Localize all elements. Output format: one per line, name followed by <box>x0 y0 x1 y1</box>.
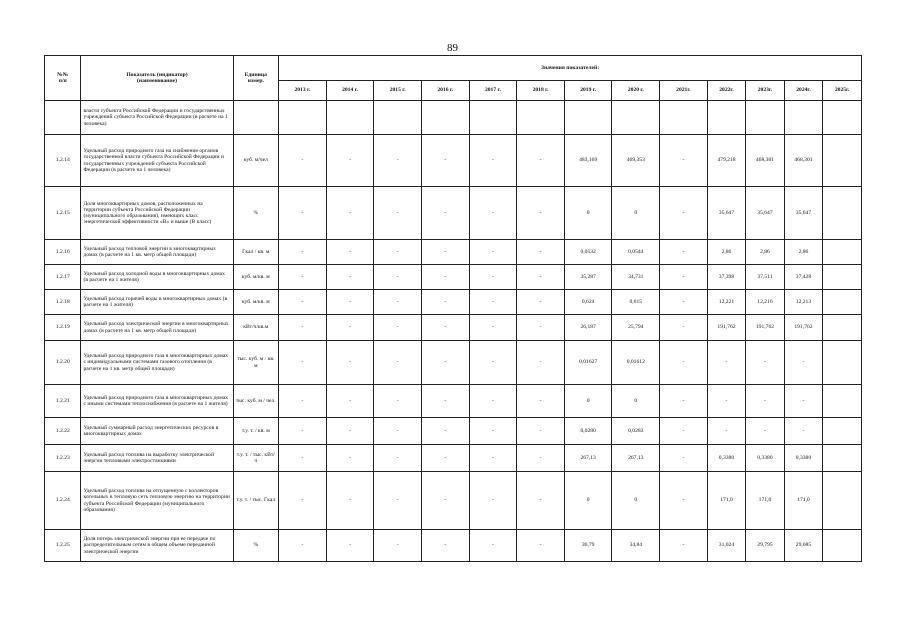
row-number <box>45 101 81 135</box>
value-cell: 34,731 <box>612 265 660 290</box>
value-cell: 0,0544 <box>612 240 660 265</box>
value-cell: - <box>279 530 327 562</box>
value-cell: - <box>660 341 708 385</box>
value-cell: - <box>326 418 374 445</box>
value-cell: - <box>326 385 374 418</box>
row-number: 1.2.15 <box>45 187 81 240</box>
value-cell: - <box>784 418 823 445</box>
table-row <box>45 265 862 290</box>
value-cell <box>823 315 862 341</box>
value-cell: 0,0532 <box>564 240 612 265</box>
value-cell <box>823 385 862 418</box>
value-cell <box>823 472 862 530</box>
value-cell: - <box>660 187 708 240</box>
value-cell: - <box>279 385 327 418</box>
header-year: 2022г. <box>707 81 746 101</box>
value-cell: 35,647 <box>746 187 785 240</box>
value-cell: - <box>374 445 422 472</box>
value-cell <box>784 101 823 135</box>
row-number: 1.2.17 <box>45 265 81 290</box>
value-cell: - <box>279 315 327 341</box>
row-number: 1.2.14 <box>45 135 81 187</box>
value-cell: - <box>326 445 374 472</box>
value-cell: - <box>421 445 469 472</box>
value-cell: 267,13 <box>564 445 612 472</box>
value-cell: - <box>279 472 327 530</box>
value-cell: - <box>517 418 565 445</box>
value-cell: - <box>421 290 469 315</box>
row-number: 1.2.21 <box>45 385 81 418</box>
value-cell: - <box>660 385 708 418</box>
indicator-name: Доля потерь электрической энергии при ее передаче по распределительным сетям в общем объеме переданной электрической энергии <box>81 530 233 562</box>
value-cell: - <box>660 530 708 562</box>
value-cell: - <box>326 315 374 341</box>
indicator-name: Удельный расход природного газа в многоквартирных домах с иными системами теплоснабжения (в расчете на 1 жителя) <box>81 385 233 418</box>
value-cell: - <box>374 135 422 187</box>
value-cell: - <box>517 385 565 418</box>
row-number: 1.2.20 <box>45 341 81 385</box>
indicator-name: Доля многоквартирных домов, расположенных на территории субъекта Российской Федерации (муниципального образования), имеющих класс энергетической эффективности «В» и выше (В класс) <box>81 187 233 240</box>
value-cell: - <box>421 341 469 385</box>
value-cell: - <box>279 418 327 445</box>
value-cell: - <box>469 290 517 315</box>
unit-cell: куб. м/кв. м <box>233 265 279 290</box>
value-cell: - <box>517 341 565 385</box>
value-cell: - <box>660 472 708 530</box>
value-cell: - <box>374 240 422 265</box>
value-cell: 35,647 <box>784 187 823 240</box>
value-cell: - <box>660 315 708 341</box>
value-cell: - <box>326 135 374 187</box>
value-cell: - <box>279 290 327 315</box>
value-cell: 468,301 <box>784 135 823 187</box>
value-cell: 0,615 <box>612 290 660 315</box>
value-cell: 0 <box>612 385 660 418</box>
value-cell: - <box>469 240 517 265</box>
row-number: 1.2.24 <box>45 472 81 530</box>
value-cell: 171,0 <box>784 472 823 530</box>
unit-cell: т.у. т. / кв. м <box>233 418 279 445</box>
value-cell: - <box>707 418 746 445</box>
indicator-name: Удельный расход горячей воды в многоквартирных домах (в расчете на 1 жителя) <box>81 290 233 315</box>
indicators-table <box>44 55 862 562</box>
table-body <box>45 101 862 562</box>
value-cell: - <box>469 385 517 418</box>
value-cell: - <box>374 290 422 315</box>
value-cell: 0,3380 <box>746 445 785 472</box>
value-cell: - <box>326 290 374 315</box>
table-row <box>45 530 862 562</box>
value-cell: - <box>279 240 327 265</box>
header-values-title: Значения показателей: <box>279 56 862 81</box>
value-cell <box>823 341 862 385</box>
value-cell: - <box>469 187 517 240</box>
indicator-name: Удельный суммарный расход энергетических ресурсов в многоквартирных домах <box>81 418 233 445</box>
value-cell: 0,0280 <box>564 418 612 445</box>
value-cell: 0 <box>612 187 660 240</box>
value-cell: - <box>421 385 469 418</box>
value-cell: 0,01612 <box>612 341 660 385</box>
value-cell: - <box>279 135 327 187</box>
value-cell: - <box>707 385 746 418</box>
value-cell: - <box>374 341 422 385</box>
row-number: 1.2.18 <box>45 290 81 315</box>
value-cell: - <box>374 472 422 530</box>
table-row <box>45 135 862 187</box>
value-cell: 0 <box>564 187 612 240</box>
value-cell: 25,794 <box>612 315 660 341</box>
value-cell: 479,218 <box>707 135 746 187</box>
header-year: 2025г. <box>823 81 862 101</box>
value-cell <box>823 445 862 472</box>
value-cell: - <box>374 530 422 562</box>
value-cell: 0 <box>612 472 660 530</box>
value-cell: 2,86 <box>784 240 823 265</box>
value-cell: - <box>374 265 422 290</box>
unit-cell: Гкал / кв. м <box>233 240 279 265</box>
value-cell: - <box>517 530 565 562</box>
value-cell: 37,428 <box>784 265 823 290</box>
table-row <box>45 101 862 135</box>
value-cell: - <box>746 341 785 385</box>
value-cell <box>707 101 746 135</box>
value-cell <box>660 101 708 135</box>
value-cell: 36,79 <box>564 530 612 562</box>
value-cell: - <box>374 418 422 445</box>
value-cell <box>469 101 517 135</box>
value-cell: 2,86 <box>746 240 785 265</box>
value-cell <box>326 101 374 135</box>
value-cell <box>823 530 862 562</box>
value-cell: - <box>707 341 746 385</box>
row-number: 1.2.23 <box>45 445 81 472</box>
header-indicator: Показатель (индикатор) (наименование) <box>81 56 233 101</box>
value-cell: 171,0 <box>707 472 746 530</box>
value-cell: 12,216 <box>746 290 785 315</box>
value-cell: - <box>469 265 517 290</box>
header-year: 2013 г. <box>279 81 327 101</box>
value-cell: - <box>784 385 823 418</box>
header-year: 2020 г. <box>612 81 660 101</box>
value-cell: 31,024 <box>707 530 746 562</box>
value-cell: - <box>746 418 785 445</box>
value-cell: - <box>326 187 374 240</box>
value-cell: 483,169 <box>564 135 612 187</box>
unit-cell: куб. м/чел <box>233 135 279 187</box>
value-cell: - <box>421 135 469 187</box>
value-cell: - <box>421 472 469 530</box>
value-cell: - <box>660 418 708 445</box>
value-cell: - <box>746 385 785 418</box>
value-cell: - <box>326 472 374 530</box>
value-cell: - <box>517 240 565 265</box>
value-cell: - <box>660 240 708 265</box>
value-cell: - <box>279 445 327 472</box>
value-cell: 29,685 <box>784 530 823 562</box>
value-cell <box>823 101 862 135</box>
table-row <box>45 472 862 530</box>
value-cell: - <box>279 341 327 385</box>
table-row <box>45 187 862 240</box>
header-year: 2015 г. <box>374 81 422 101</box>
value-cell: - <box>326 341 374 385</box>
row-number: 1.2.19 <box>45 315 81 341</box>
table-row <box>45 418 862 445</box>
value-cell: - <box>421 418 469 445</box>
value-cell: 34,84 <box>612 530 660 562</box>
value-cell: - <box>374 385 422 418</box>
value-cell <box>374 101 422 135</box>
value-cell: 12,221 <box>707 290 746 315</box>
value-cell: - <box>421 187 469 240</box>
value-cell: 0,0283 <box>612 418 660 445</box>
header-year: 2024г. <box>784 81 823 101</box>
value-cell: 35,287 <box>564 265 612 290</box>
value-cell <box>564 101 612 135</box>
value-cell: - <box>469 341 517 385</box>
value-cell: 26,187 <box>564 315 612 341</box>
header-year: 2018 г. <box>517 81 565 101</box>
header-year: 2014 г. <box>326 81 374 101</box>
value-cell <box>612 101 660 135</box>
value-cell: 191,762 <box>707 315 746 341</box>
value-cell: - <box>469 472 517 530</box>
value-cell: - <box>469 530 517 562</box>
value-cell: - <box>469 135 517 187</box>
value-cell: 171,0 <box>746 472 785 530</box>
unit-cell: % <box>233 187 279 240</box>
value-cell: - <box>517 187 565 240</box>
value-cell: 191,762 <box>784 315 823 341</box>
value-cell: - <box>517 472 565 530</box>
value-cell: - <box>374 315 422 341</box>
value-cell: 37,511 <box>746 265 785 290</box>
value-cell: - <box>517 135 565 187</box>
row-number: 1.2.22 <box>45 418 81 445</box>
indicator-name: Удельный расход природного газа на снабжение органов государственной власти субъекта Российской Федерации и государственных учреждений субъекта Российской Федерации (в расчете на 1 человека) <box>81 135 233 187</box>
header-year: 2021г. <box>660 81 708 101</box>
value-cell: 12,213 <box>784 290 823 315</box>
value-cell <box>823 265 862 290</box>
indicator-name: Удельный расход электрической энергии в многоквартирных домах (в расчете на 1 кв. метр общей площади) <box>81 315 233 341</box>
indicator-name: Удельный расход тепловой энергии в многоквартирных домах (в расчете на 1 кв. метр общей площади) <box>81 240 233 265</box>
value-cell: - <box>421 530 469 562</box>
value-cell: - <box>279 265 327 290</box>
value-cell <box>823 240 862 265</box>
table-row <box>45 315 862 341</box>
value-cell: - <box>326 265 374 290</box>
value-cell: 191,762 <box>746 315 785 341</box>
header-year: 2023г. <box>746 81 785 101</box>
table-row <box>45 445 862 472</box>
indicator-name: Удельный расход топлива на отпущенную с коллекторов котельных в тепловую сеть тепловую энергию на территории субъекта Российской Федерации (муниципального образования) <box>81 472 233 530</box>
value-cell <box>421 101 469 135</box>
value-cell <box>517 101 565 135</box>
value-cell: 0,624 <box>564 290 612 315</box>
value-cell <box>823 135 862 187</box>
table-row <box>45 341 862 385</box>
header-unit: Единица измер. <box>233 56 279 101</box>
header-year: 2017 г. <box>469 81 517 101</box>
value-cell: 37,398 <box>707 265 746 290</box>
value-cell: - <box>660 135 708 187</box>
indicator-name: Удельный расход природного газа в многоквартирных домах с индивидуальными системами газового отопления (в расчете на 1 кв. метр общей площади) <box>81 341 233 385</box>
value-cell: - <box>517 445 565 472</box>
value-cell <box>279 101 327 135</box>
value-cell: - <box>517 315 565 341</box>
value-cell: 0,01627 <box>564 341 612 385</box>
unit-cell: % <box>233 530 279 562</box>
value-cell: 35,647 <box>707 187 746 240</box>
value-cell: - <box>469 418 517 445</box>
indicator-name: власти субъекта Российской Федерации и государственных учреждений субъекта Российской Федерации (в расчете на 1 человека) <box>81 101 233 135</box>
unit-cell: тыс. куб. м / чел. <box>233 385 279 418</box>
value-cell: 0,3380 <box>784 445 823 472</box>
value-cell <box>823 418 862 445</box>
value-cell: - <box>279 187 327 240</box>
value-cell: - <box>660 265 708 290</box>
unit-cell: куб. м/кв. м <box>233 290 279 315</box>
value-cell: 0 <box>564 472 612 530</box>
value-cell: 469,353 <box>612 135 660 187</box>
unit-cell: кВт/ч/кв.м <box>233 315 279 341</box>
indicator-name: Удельный расход холодной воды в многоквартирных домах (в расчете на 1 жителя) <box>81 265 233 290</box>
value-cell: 267,13 <box>612 445 660 472</box>
header-num: №№ п/п <box>45 56 81 101</box>
header-year: 2016 г. <box>421 81 469 101</box>
value-cell: 0,3380 <box>707 445 746 472</box>
indicator-name: Удельный расход топлива на выработку электрической энергии тепловыми электростанциями <box>81 445 233 472</box>
table-row <box>45 240 862 265</box>
value-cell: - <box>374 187 422 240</box>
value-cell: - <box>469 445 517 472</box>
unit-cell: т.у. т. / тыс. кВт/ч <box>233 445 279 472</box>
unit-cell <box>233 101 279 135</box>
value-cell: - <box>660 445 708 472</box>
unit-cell: т.у. т. / тыс. Гкал <box>233 472 279 530</box>
value-cell: - <box>326 240 374 265</box>
page-number: 89 <box>447 42 458 54</box>
value-cell: - <box>326 530 374 562</box>
table-row <box>45 385 862 418</box>
value-cell: 2,86 <box>707 240 746 265</box>
table-row <box>45 290 862 315</box>
value-cell: - <box>421 265 469 290</box>
value-cell: - <box>469 315 517 341</box>
value-cell: 468,301 <box>746 135 785 187</box>
value-cell: - <box>421 315 469 341</box>
value-cell: - <box>421 240 469 265</box>
value-cell <box>823 290 862 315</box>
value-cell <box>823 187 862 240</box>
header-year: 2019 г. <box>564 81 612 101</box>
value-cell: - <box>517 265 565 290</box>
unit-cell: тыс. куб. м / кв. м <box>233 341 279 385</box>
value-cell: 29,795 <box>746 530 785 562</box>
value-cell: - <box>784 341 823 385</box>
value-cell: 0 <box>564 385 612 418</box>
row-number: 1.2.25 <box>45 530 81 562</box>
row-number: 1.2.16 <box>45 240 81 265</box>
value-cell <box>746 101 785 135</box>
value-cell: - <box>517 290 565 315</box>
value-cell: - <box>660 290 708 315</box>
